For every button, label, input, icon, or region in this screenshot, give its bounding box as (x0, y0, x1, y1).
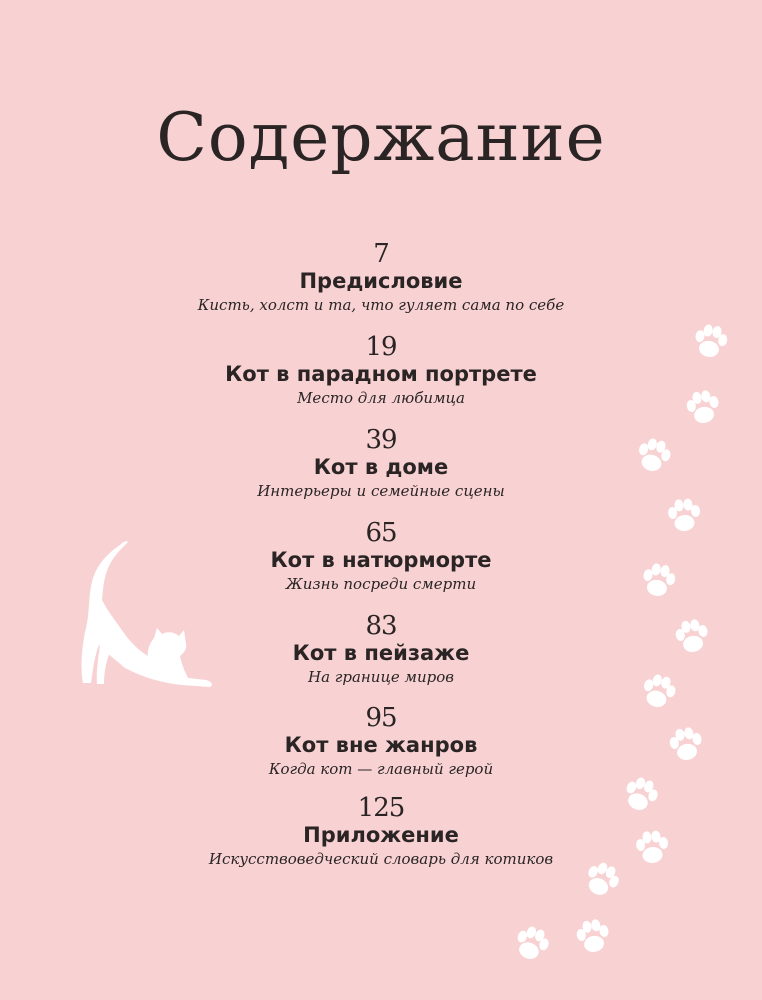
toc-subtitle: Жизнь посреди смерти (285, 575, 477, 593)
toc-subtitle: На границе миров (307, 668, 455, 686)
toc-page-number: 7 (373, 239, 389, 269)
paw-print-icon (668, 725, 705, 762)
paw-print-icon (685, 388, 722, 425)
toc-page-number: 125 (357, 793, 405, 823)
paw-print-icon (621, 774, 662, 815)
toc-subtitle: Интерьеры и семейные сцены (257, 482, 505, 500)
toc-heading: Кот в доме (313, 455, 449, 479)
toc-heading: Кот в натюрморте (270, 548, 492, 572)
paw-print-icon (674, 617, 711, 654)
toc-subtitle: Кисть, холст и та, что гуляет сама по себе (197, 296, 565, 314)
paw-print-icon (581, 858, 624, 901)
page-title: Содержание (156, 99, 606, 176)
paw-print-icon (575, 917, 612, 954)
paw-print-icon (512, 923, 553, 964)
paw-print-icon (667, 498, 702, 533)
toc-subtitle: Место для любимца (297, 389, 465, 407)
toc-page-number: 39 (365, 425, 397, 455)
toc-page-number: 65 (365, 518, 397, 548)
toc-heading: Приложение (303, 823, 459, 847)
cat-silhouette-icon (82, 541, 212, 687)
paw-print-icon (639, 672, 678, 711)
toc-heading: Кот в пейзаже (292, 641, 470, 665)
paw-print-icon (634, 436, 673, 475)
paw-print-icon (640, 562, 677, 599)
toc-page-number: 95 (365, 703, 397, 733)
toc-heading: Кот вне жанров (284, 733, 478, 757)
toc-heading: Предисловие (299, 269, 463, 293)
toc-subtitle: Искусствоведческий словарь для котиков (208, 850, 554, 868)
toc-subtitle: Когда кот — главный герой (268, 760, 494, 778)
paw-print-icon (635, 830, 670, 865)
toc-page-number: 83 (365, 611, 397, 641)
toc-page-number: 19 (365, 332, 397, 362)
paw-print-icon (692, 323, 729, 360)
toc-heading: Кот в парадном портрете (225, 362, 537, 386)
